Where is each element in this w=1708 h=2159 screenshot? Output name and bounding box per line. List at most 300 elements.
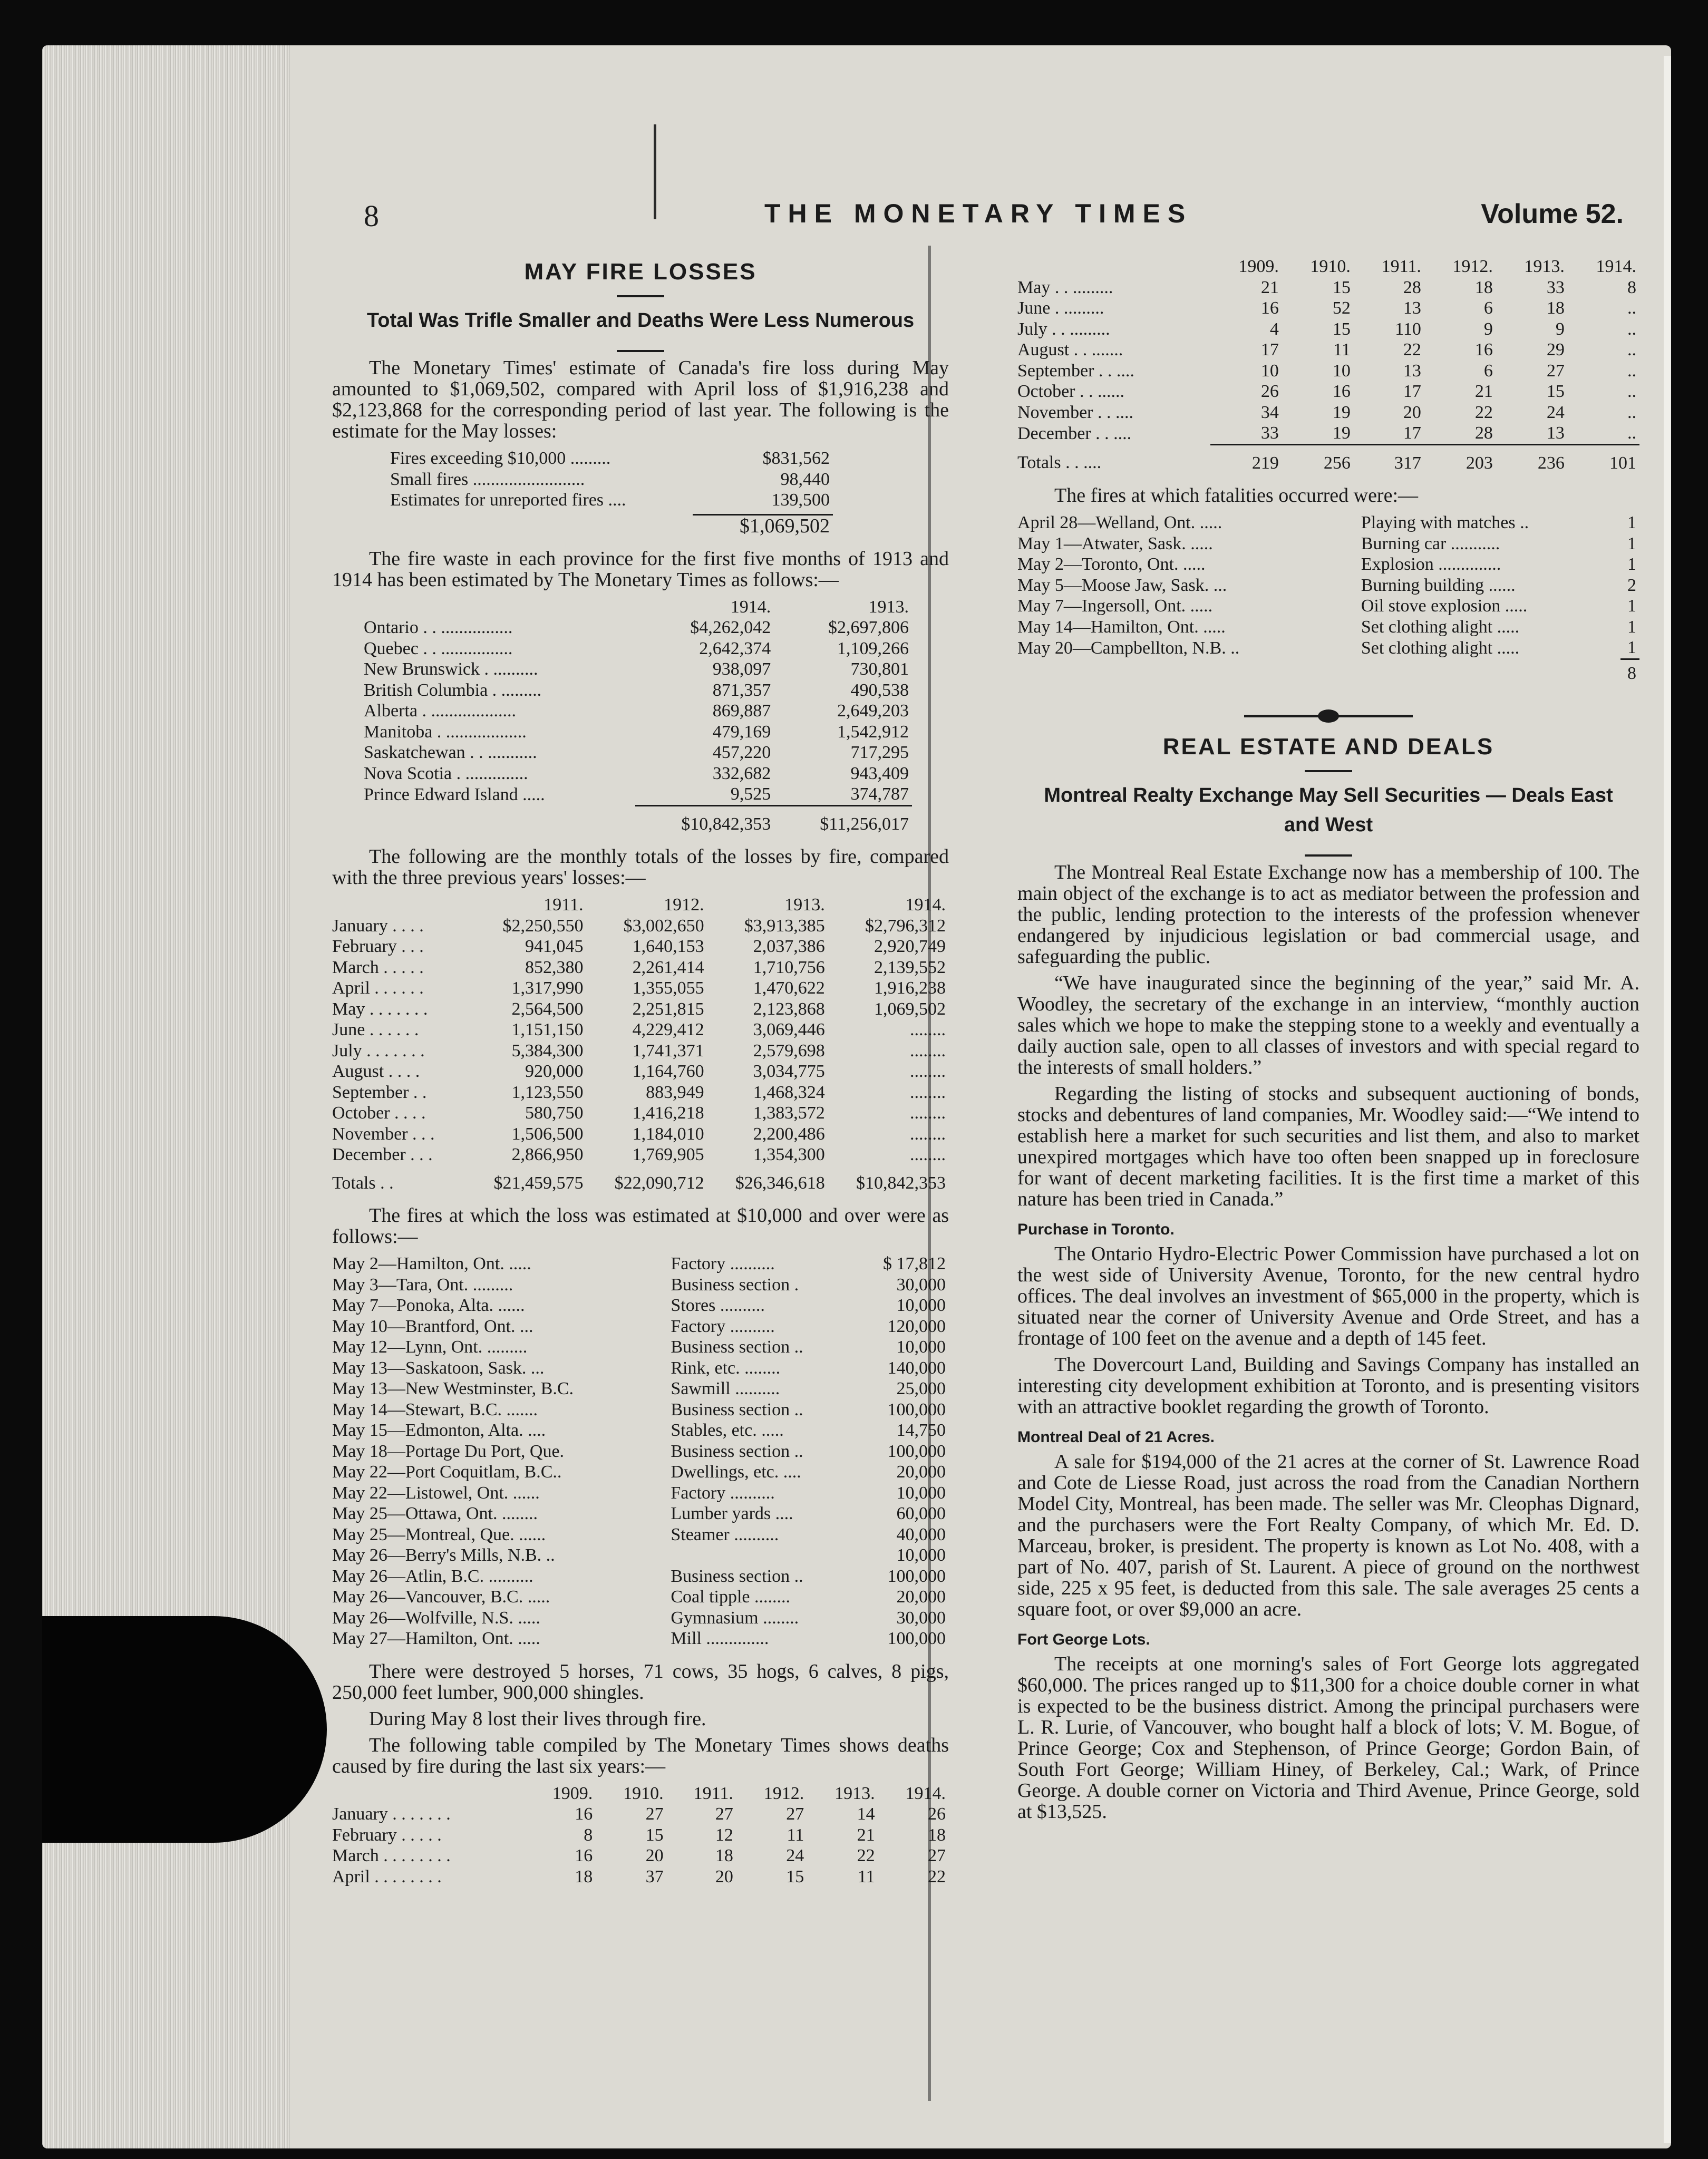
table-row — [364, 659, 912, 680]
province-loss-1914: 9,525 — [730, 784, 771, 804]
monthly-loss-value: 1,640,153 — [632, 937, 704, 956]
deaths-value: 15 — [1332, 319, 1351, 339]
fire-date-place: May 13—Saskatoon, Sask. ... — [332, 1358, 545, 1378]
monthly-loss-value: 1,069,502 — [874, 999, 946, 1019]
table-row — [1017, 298, 1639, 319]
right-column — [1017, 256, 1639, 1827]
fatality-count: 1 — [1627, 617, 1636, 637]
monthly-loss-value: 1,470,622 — [753, 978, 825, 998]
fatality-date-place: May 7—Ingersoll, Ont. ..... — [1017, 596, 1213, 616]
column-header: 1912. — [664, 895, 704, 915]
fatality-count: 1 — [1627, 513, 1636, 532]
column-header: 1912. — [763, 1783, 804, 1803]
deaths-value: 11 — [1333, 340, 1351, 359]
may-losses-table — [390, 448, 833, 537]
month-name: December . . . — [332, 1145, 433, 1164]
fatality-cause: Burning car ........... — [1361, 533, 1500, 553]
month-name: July . . ......... — [1017, 319, 1110, 339]
fire-type — [671, 1545, 856, 1566]
scanned-page — [42, 45, 1671, 2148]
deaths-value: 28 — [1403, 277, 1421, 297]
deaths-value: 17 — [1403, 382, 1421, 401]
deaths-value: 15 — [1546, 382, 1565, 401]
month-name: April . . . . . . . . — [332, 1866, 442, 1886]
fire-date-place: May 22—Listowel, Ont. ...... — [332, 1483, 540, 1503]
deaths-value: 13 — [1403, 361, 1421, 381]
deaths-value: 13 — [1546, 423, 1565, 443]
page-content — [332, 193, 1639, 2069]
column-header: 1909. — [1238, 257, 1279, 276]
deaths-table-part-1 — [332, 1783, 949, 1888]
province-name: Ontario . . ................ — [364, 618, 513, 637]
table-row — [332, 1804, 949, 1825]
real-estate-paragraph-4: The Ontario Hydro-Electric Power Commission have purchased a lot on the west side of University Avenue, Toronto, for the new central hydro offices. The deal involves an investment of $65,000 in the property, which is situated near the corner of University Avenue and Orde Street, and has a frontage of 100 feet on the avenue and a depth of 145 feet. — [1017, 1243, 1639, 1349]
column-header: 1914. — [905, 895, 946, 915]
column-header: 1911. — [544, 895, 584, 915]
article-heading-real-estate: REAL ESTATE AND DEALS — [1162, 734, 1494, 760]
deaths-value: 24 — [1546, 402, 1565, 422]
table-row — [332, 1124, 949, 1145]
table-row — [332, 1545, 949, 1566]
monthly-loss-value: ........ — [910, 1020, 946, 1039]
table-row — [332, 1378, 949, 1399]
table-row — [332, 1566, 949, 1587]
volume-label: Volume 52. — [1481, 199, 1624, 229]
monthly-loss-value: 941,045 — [525, 937, 584, 956]
left-column — [332, 261, 949, 1899]
table-row — [332, 1503, 949, 1524]
column-header: 1909. — [552, 1783, 593, 1803]
article-subheading-fire-losses: Total Was Trifle Smaller and Deaths Were Less Numerous — [366, 309, 915, 332]
deaths-value: 11 — [857, 1866, 875, 1886]
table-row — [364, 742, 912, 763]
fatality-count: 1 — [1627, 596, 1636, 616]
deaths-total-value: 219 — [1210, 444, 1282, 473]
running-title: THE MONETARY TIMES — [764, 199, 1193, 228]
table-row — [332, 1483, 949, 1504]
fire-date-place: May 3—Tara, Ont. ......... — [332, 1275, 513, 1295]
month-name: March . . . . . . . . — [332, 1846, 451, 1865]
province-name: Nova Scotia . .............. — [364, 763, 528, 783]
deaths-value: 22 — [1403, 340, 1421, 359]
deaths-value: 11 — [787, 1825, 804, 1845]
month-name: August . . ....... — [1017, 340, 1123, 359]
table-row — [1017, 361, 1639, 382]
monthly-loss-value: 1,769,905 — [632, 1145, 704, 1164]
fire-type: Dwellings, etc. .... — [671, 1462, 801, 1482]
fatalities-total: 8 — [1620, 659, 1639, 684]
table-row — [332, 1399, 949, 1421]
province-loss-1914: 457,220 — [712, 743, 771, 762]
fire-date-place: May 27—Hamilton, Ont. ..... — [332, 1629, 540, 1648]
table-row — [1017, 339, 1639, 361]
monthly-loss-value: 1,317,990 — [511, 978, 584, 998]
fire-type: Sawmill .......... — [671, 1379, 780, 1398]
deaths-value: 28 — [1474, 423, 1493, 443]
fire-loss: 30,000 — [896, 1275, 946, 1295]
monthly-loss-value: ........ — [910, 1062, 946, 1081]
month-name: February . . . — [332, 937, 424, 956]
month-name: September . . — [332, 1082, 427, 1102]
fatality-cause: Playing with matches .. — [1361, 513, 1529, 532]
province-loss-1914: 869,887 — [712, 701, 771, 721]
fire-type: Stables, etc. ..... — [671, 1421, 784, 1440]
deaths-value: 8 — [1627, 277, 1636, 297]
fatality-cause: Oil stove explosion ..... — [1361, 596, 1528, 616]
deaths-total-value: 317 — [1354, 444, 1424, 473]
deaths-value: 10 — [1332, 361, 1351, 381]
fire-date-place: May 13—New Westminster, B.C. — [332, 1379, 574, 1398]
province-loss-1914: $4,262,042 — [690, 618, 771, 637]
real-estate-paragraph-3: Regarding the listing of stocks and subsequent auctioning of bonds, stocks and debentures of land companies, Mr. Woodley said:—“We intend to establish here a market for such securities and list them, and also to market unexpired mortgages which have too often been snapped up in foreclosure for want of decent marketing facilities. It is the first time a market of this nature has been tried in Canada.” — [1017, 1083, 1639, 1210]
fire-type: Rink, etc. ........ — [671, 1358, 781, 1378]
subhead-purchase-toronto: Purchase in Toronto. — [1017, 1221, 1175, 1238]
deaths-value: 19 — [1332, 402, 1351, 422]
column-header: 1913. — [1524, 257, 1565, 276]
column-header: 1914. — [905, 1783, 946, 1803]
page-number: 8 — [364, 199, 379, 233]
column-header: 1913. — [784, 895, 825, 915]
loss-amount: 139,500 — [771, 490, 830, 510]
monthly-loss-value: 2,037,386 — [753, 937, 825, 956]
table-row — [1017, 617, 1639, 638]
table-row — [1017, 637, 1639, 659]
month-name: October . . ...... — [1017, 382, 1125, 401]
monthly-loss-value: 852,380 — [525, 957, 584, 977]
deaths-value: .. — [1627, 423, 1636, 443]
month-name: January . . . . . . . — [332, 1804, 451, 1824]
fire-type: Business section .. — [671, 1399, 803, 1419]
deaths-value: 6 — [1483, 298, 1493, 318]
fire-date-place: May 14—Stewart, B.C. ....... — [332, 1399, 538, 1419]
column-header: 1911. — [1381, 257, 1421, 276]
fire-date-place: May 25—Ottawa, Ont. ........ — [332, 1504, 538, 1523]
monthly-loss-value: 2,920,749 — [874, 937, 946, 956]
monthly-loss-value: 1,916,238 — [874, 978, 946, 998]
fatality-cause: Burning building ...... — [1361, 575, 1516, 595]
fatality-date-place: May 1—Atwater, Sask. ..... — [1017, 533, 1213, 553]
deaths-value: 27 — [715, 1804, 733, 1824]
table-row — [364, 617, 912, 638]
fire-type: Factory .......... — [671, 1316, 775, 1336]
deaths-value: .. — [1627, 298, 1636, 318]
column-header: 1910. — [623, 1783, 664, 1803]
province-loss-1914: 479,169 — [712, 722, 771, 742]
deaths-value: 20 — [1403, 402, 1421, 422]
monthly-losses-table — [332, 894, 949, 1193]
fire-loss: 100,000 — [887, 1441, 946, 1461]
fire-type: Factory .......... — [671, 1254, 775, 1273]
monthly-loss-value: 1,383,572 — [753, 1103, 825, 1123]
province-intro-paragraph: The fire waste in each province for the first five months of 1913 and 1914 has been estimated by The Monetary Times as follows:— — [332, 547, 949, 591]
monthly-loss-value: 1,164,760 — [632, 1062, 704, 1081]
deaths-value: 22 — [928, 1866, 946, 1886]
deaths-value: 16 — [1332, 382, 1351, 401]
province-name: Alberta . ................... — [364, 701, 516, 721]
province-loss-1913: 374,787 — [850, 784, 909, 804]
fatality-cause: Set clothing alight ..... — [1361, 638, 1520, 658]
table-row — [332, 1628, 949, 1649]
real-estate-paragraph-2: “We have inaugurated since the beginning of the year,” said Mr. A. Woodley, the secretary of the exchange in an interview, “monthly auction sales which we hope to make the stepping stone to a weekly and eventually a daily auction sale, open to all classes of investors and with special regard to the interests of small holders.” — [1017, 972, 1639, 1078]
deaths-value: 17 — [1260, 340, 1279, 359]
deaths-value: 16 — [575, 1804, 593, 1824]
deaths-value: .. — [1627, 382, 1636, 401]
table-row — [332, 1441, 949, 1462]
deaths-value: 18 — [715, 1846, 733, 1865]
monthly-loss-value: 3,069,446 — [753, 1020, 825, 1039]
province-loss-1913: 943,409 — [850, 763, 909, 783]
section-divider-ornament — [1244, 708, 1413, 724]
month-name: July . . . . . . . — [332, 1040, 425, 1061]
monthly-loss-value: ........ — [910, 1124, 946, 1144]
deaths-value: 22 — [857, 1846, 875, 1865]
monthly-loss-value: 1,741,371 — [632, 1040, 704, 1061]
month-name: September . . .... — [1017, 361, 1134, 381]
subhead-montreal-deal: Montreal Deal of 21 Acres. — [1017, 1428, 1215, 1446]
table-row — [1017, 512, 1639, 533]
monthly-loss-value: 2,261,414 — [632, 957, 704, 977]
real-estate-paragraph-7: The receipts at one morning's sales of Fort George lots aggregated $60,000. The prices ranged up to $11,300 for a choice double corner in what is expected to be the business district. Among the principal purchasers were L. R. Lurie, of Vancouver, who bought half a block of lots; V. M. Bogue, of Prince George; Cox and Stephenson, of Prince George; Gordon Bain, of South Fort George; William Hiney, of Berkeley, Cal.; Wark, of Prince George. A double corner on Victoria and Third Avenue, Prince George, sold at $13,525. — [1017, 1653, 1639, 1823]
deaths-value: 20 — [645, 1846, 664, 1865]
deaths-value: 4 — [1269, 319, 1279, 339]
deaths-value: 18 — [575, 1866, 593, 1886]
deaths-value: 16 — [575, 1846, 593, 1865]
fire-loss: 40,000 — [896, 1524, 946, 1544]
real-estate-paragraph-1: The Montreal Real Estate Exchange now has a membership of 100. The main object of the exchange is to act as mediator between the profession and the public, lending protection to the interests of the profession whenever endangered by injudicious legislation or bad commercial usage, and safeguarding the public. — [1017, 861, 1639, 968]
month-name: February . . . . . — [332, 1825, 442, 1845]
monthly-total-value: $26,346,618 — [735, 1173, 825, 1193]
monthly-loss-value: 2,251,815 — [632, 999, 704, 1019]
table-row — [332, 1608, 949, 1629]
scanner-thumb-shadow — [42, 1616, 327, 1843]
deaths-value: 110 — [1395, 319, 1421, 339]
table-row — [1017, 402, 1639, 423]
deaths-value: 21 — [857, 1825, 875, 1845]
province-total: $11,256,017 — [774, 805, 912, 834]
province-loss-1914: 2,642,374 — [699, 638, 771, 658]
monthly-loss-value: $2,796,312 — [865, 916, 946, 936]
deaths-value: 37 — [645, 1866, 664, 1886]
lost-lives-paragraph: During May 8 lost their lives through fire. — [369, 1707, 706, 1730]
fatality-date-place: May 5—Moose Jaw, Sask. ... — [1017, 575, 1227, 595]
fire-type: Business section . — [671, 1275, 799, 1295]
province-loss-1913: $2,697,806 — [828, 618, 909, 637]
fire-loss: 100,000 — [887, 1629, 946, 1648]
month-name: May . . . . . . . — [332, 999, 428, 1019]
table-row — [332, 1358, 949, 1379]
monthly-loss-value: 3,034,775 — [753, 1062, 825, 1081]
monthly-loss-value: $3,002,650 — [623, 916, 704, 936]
table-row — [364, 680, 912, 701]
fire-type: Stores .......... — [671, 1296, 765, 1315]
fire-loss: 100,000 — [887, 1566, 946, 1586]
table-row — [332, 936, 949, 957]
deaths-value: 34 — [1260, 402, 1279, 422]
monthly-loss-value: ........ — [910, 1082, 946, 1102]
table-row — [364, 763, 912, 784]
table-row — [390, 469, 833, 490]
deaths-value: 33 — [1546, 277, 1565, 297]
deaths-value: 26 — [928, 1804, 946, 1824]
fire-loss: 14,750 — [896, 1421, 946, 1440]
fire-type: Coal tipple ........ — [671, 1587, 791, 1607]
fire-type: Business section .. — [671, 1566, 803, 1586]
monthly-loss-value: 920,000 — [525, 1062, 584, 1081]
month-name: November . . . — [332, 1124, 435, 1144]
real-estate-paragraph-6: A sale for $194,000 of the 21 acres at the corner of St. Lawrence Road and Cote de Liesse Road, just across the road from the Canadian Northern Model City, Montreal, has been made. The seller was Mr. Cleophas Dignard, and the purchasers were the Fort Realty Company, of which Mr. Ed. D. Marceau, broker, is president. The property is known as Lot No. 408, with a part of No. 407, parish of St. Laurent. A piece of ground on the northwest side, 225 x 95 feet, is deducted from this sale. The sale averages 25 cents a square foot, or over $9,000 an acre. — [1017, 1451, 1639, 1620]
deaths-value: 20 — [715, 1866, 733, 1886]
table-row — [332, 1825, 949, 1846]
deaths-value: 16 — [1260, 298, 1279, 318]
monthly-loss-value: ........ — [910, 1103, 946, 1123]
deaths-value: 18 — [1474, 277, 1493, 297]
deaths-value: 6 — [1483, 361, 1493, 381]
province-name: British Columbia . ......... — [364, 680, 542, 700]
table-row — [332, 1082, 949, 1103]
fire-date-place: May 10—Brantford, Ont. ... — [332, 1316, 533, 1336]
fire-type: Gymnasium ........ — [671, 1608, 799, 1628]
deaths-value: .. — [1627, 319, 1636, 339]
fatality-date-place: May 14—Hamilton, Ont. ..... — [1017, 617, 1226, 637]
deaths-value: 15 — [645, 1825, 664, 1845]
heading-rule-real-estate — [1305, 770, 1352, 772]
table-row — [364, 638, 912, 659]
deaths-value: 27 — [786, 1804, 804, 1824]
fatality-count: 1 — [1627, 533, 1636, 553]
table-row — [332, 1866, 949, 1888]
deaths-value: 12 — [715, 1825, 733, 1845]
deaths-intro-paragraph: The following table compiled by The Monetary Times shows deaths caused by fire during the last six years:— — [332, 1734, 949, 1777]
fire-type: Steamer .......... — [671, 1524, 779, 1544]
fire-type: Factory .......... — [671, 1483, 775, 1503]
monthly-loss-value: 1,184,010 — [632, 1124, 704, 1144]
province-loss-1913: 717,295 — [850, 743, 909, 762]
province-name: Quebec . . ................ — [364, 638, 513, 658]
month-name: August . . . . — [332, 1062, 420, 1081]
fire-loss: 20,000 — [896, 1462, 946, 1482]
subheading-rule — [617, 350, 664, 352]
fire-loss: 120,000 — [887, 1316, 946, 1336]
fire-date-place: May 2—Hamilton, Ont. ..... — [332, 1254, 531, 1273]
province-loss-1913: 490,538 — [850, 680, 909, 700]
fire-loss: 100,000 — [887, 1399, 946, 1419]
fire-loss: 10,000 — [896, 1483, 946, 1503]
monthly-loss-value: 2,200,486 — [753, 1124, 825, 1144]
column-header: 1910. — [1310, 257, 1351, 276]
province-name: Saskatchewan . . ........... — [364, 743, 537, 762]
deaths-value: 33 — [1260, 423, 1279, 443]
fire-loss: 30,000 — [896, 1608, 946, 1628]
column-header: 1913. — [834, 1783, 875, 1803]
monthly-total-value: $21,459,575 — [493, 1173, 584, 1193]
deaths-value: 15 — [1332, 277, 1351, 297]
table-row — [332, 1587, 949, 1608]
deaths-value: 22 — [1474, 402, 1493, 422]
deaths-total-value: 101 — [1568, 444, 1639, 473]
real-estate-paragraph-5: The Dovercourt Land, Building and Savings Company has installed an interesting city development exhibition at Toronto, and is presenting visitors with an attractive booklet regarding the growth of Toronto. — [1017, 1354, 1639, 1418]
monthly-loss-value: 1,354,300 — [753, 1145, 825, 1164]
province-loss-1913: 1,109,266 — [837, 638, 909, 658]
table-row — [332, 1420, 949, 1441]
monthly-total-value: $10,842,353 — [856, 1173, 946, 1193]
month-name: June . ......... — [1017, 298, 1104, 318]
fire-type: Business section .. — [671, 1441, 803, 1461]
deaths-value: 27 — [645, 1804, 664, 1824]
monthly-loss-value: $3,913,385 — [744, 916, 825, 936]
table-row — [332, 1462, 949, 1483]
table-row — [1017, 596, 1639, 617]
deaths-total-value: 236 — [1496, 444, 1568, 473]
fire-date-place: May 26—Berry's Mills, N.B. .. — [332, 1545, 555, 1565]
province-total: $10,842,353 — [635, 805, 774, 834]
monthly-loss-value: 1,123,550 — [511, 1082, 584, 1102]
province-name: Prince Edward Island ..... — [364, 784, 545, 804]
fire-loss: 10,000 — [896, 1296, 946, 1315]
loss-amount: $831,562 — [762, 449, 830, 468]
column-header: 1914. — [730, 597, 771, 617]
province-loss-1914: 871,357 — [712, 680, 771, 700]
table-row — [1017, 423, 1639, 444]
fire-date-place: May 22—Port Coquitlam, B.C.. — [332, 1462, 562, 1482]
deaths-value: 21 — [1260, 277, 1279, 297]
fatality-count: 1 — [1627, 638, 1636, 657]
table-row — [332, 1845, 949, 1866]
monthly-loss-value: 580,750 — [525, 1103, 584, 1123]
fatality-date-place: May 20—Campbellton, N.B. .. — [1017, 638, 1240, 658]
deaths-total-value: 256 — [1282, 444, 1354, 473]
large-fires-table — [332, 1253, 949, 1649]
table-row — [332, 1316, 949, 1337]
table-row — [1017, 575, 1639, 596]
table-row — [332, 1295, 949, 1316]
deaths-value: 9 — [1483, 319, 1493, 339]
fatality-cause: Set clothing alight ..... — [1361, 617, 1520, 637]
deaths-value: 15 — [786, 1866, 804, 1886]
deaths-table-part-2 — [1017, 256, 1639, 473]
deaths-value: .. — [1627, 340, 1636, 359]
monthly-loss-value: 1,468,324 — [753, 1082, 825, 1102]
deaths-value: 52 — [1332, 298, 1351, 318]
deaths-value: 18 — [1546, 298, 1565, 318]
deaths-value: 24 — [786, 1846, 804, 1865]
fire-type: Mill .............. — [671, 1629, 769, 1648]
table-row — [332, 999, 949, 1020]
monthly-loss-value: 2,564,500 — [511, 999, 584, 1019]
loss-category: Small fires ......................... — [390, 469, 585, 489]
fire-loss: 10,000 — [896, 1337, 946, 1357]
monthly-loss-value: 1,506,500 — [511, 1124, 584, 1144]
monthly-loss-value: ........ — [910, 1145, 946, 1164]
heading-rule — [617, 295, 664, 297]
fire-loss: 10,000 — [896, 1545, 946, 1565]
fire-date-place: May 26—Atlin, B.C. .......... — [332, 1566, 533, 1586]
fatality-count: 2 — [1627, 575, 1636, 595]
deaths-value: 8 — [584, 1825, 593, 1845]
table-row — [332, 1337, 949, 1358]
destroyed-paragraph: There were destroyed 5 horses, 71 cows, 35 hogs, 6 calves, 8 pigs, 250,000 feet lumber, 900,000 shingles. — [332, 1660, 949, 1704]
table-row — [390, 448, 833, 469]
fire-date-place: May 15—Edmonton, Alta. .... — [332, 1421, 546, 1440]
table-row — [1017, 381, 1639, 402]
table-row — [364, 701, 912, 722]
province-name: Manitoba . .................. — [364, 722, 527, 742]
totals-label: Totals . . — [332, 1173, 394, 1193]
fatality-count: 1 — [1627, 555, 1636, 574]
table-row — [332, 1253, 949, 1275]
table-row — [1017, 319, 1639, 340]
table-row — [332, 978, 949, 999]
province-table — [364, 597, 912, 835]
